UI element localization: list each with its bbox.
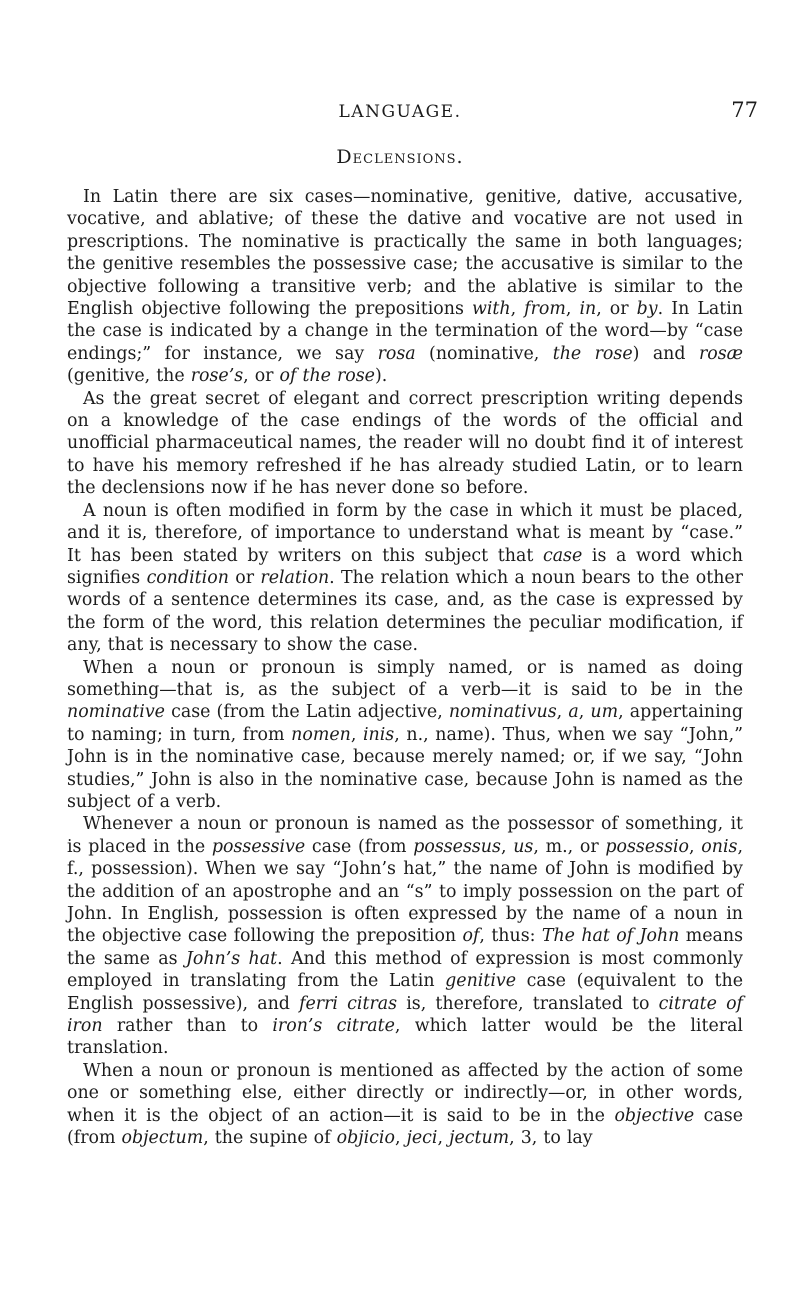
paragraph: When a noun or pronoun is simply named, or is named as doing something—that is, as the subject of a verb—it is said to be in the nominative case (from the Latin adjective, nominativus, a, um, appertaining to naming; in turn, from nomen, inis, n., name). Thus, when we say “John,” John is in the nominative case, because merely named; or, if we say, “John studies,” John is also in the nominative case, because John is named as the subject of a verb. <box>67 657 743 812</box>
italic-term: um <box>590 702 619 723</box>
italic-term: jectum <box>449 1128 510 1149</box>
paragraph: As the great secret of elegant and correct prescription writing depends on a knowledge of the case endings of the words of the official and unofficial pharmaceutical names, the reader will no doubt find it of interest to have his memory refreshed if he has already studied Latin, or to learn the declensions now if he has never done so before. <box>67 388 743 499</box>
body-text <box>67 186 743 1149</box>
italic-term: objective <box>614 1105 695 1126</box>
italic-term: possessus <box>413 836 501 857</box>
italic-term: objicio <box>336 1128 395 1149</box>
italic-term: us <box>513 836 534 857</box>
italic-term: with <box>471 299 511 320</box>
paragraph: A noun is often modified in form by the case in which it must be placed, and it is, therefore, of importance to understand what is meant by “case.” It has been stated by writers on this subject that case is a word which signifies condition or relation. The relation which a noun bears to the other words of a sentence determines its case, and, as the case is expressed by the form of the word, this relation determines the peculiar modification, if any, that is necessary to show the case. <box>67 500 743 656</box>
paragraph: In Latin there are six cases—nominative, genitive, dative, accusative, vocative, and ablative; of these the dative and vocative are not used in prescriptions. The nominative is practically the same in both languages; the genitive resembles the possessive case; the accusative is similar to the objective following a transitive verb; and the ablative is similar to the English objective following the prepositions with, from, in, or by. In Latin the case is indicated by a change in the termination of the word—by “case endings;” for instance, we say rosa (nominative, the rose) and rosæ (genitive, the rose’s, or of the rose). <box>67 187 743 387</box>
italic-term: iron’s citrate <box>272 1016 395 1037</box>
italic-term: rosa <box>377 343 416 364</box>
italic-term: rosæ <box>698 343 743 364</box>
italic-term: relation <box>260 567 330 588</box>
italic-term: a <box>568 702 579 723</box>
italic-term: possessive <box>211 836 306 857</box>
italic-term: of the rose <box>279 366 375 387</box>
italic-term: rose’s <box>190 366 244 387</box>
italic-term: The hat of John <box>541 926 680 947</box>
italic-term: condition <box>146 567 229 588</box>
paragraph: When a noun or pronoun is mentioned as affected by the action of some one or something else, either directly or indirectly—or, in other words, when it is the object of an action—it is said to be in the objective case (from objectum, the supine of objicio, jeci, jectum, 3, to lay <box>67 1060 743 1149</box>
italic-term: nomen <box>291 724 351 745</box>
italic-term: onis <box>701 836 738 857</box>
italic-term: of <box>462 926 480 947</box>
italic-term: objectum <box>121 1128 204 1149</box>
italic-term: ferri citras <box>299 993 398 1014</box>
italic-term: nominative <box>67 702 165 723</box>
italic-term: by <box>636 299 658 320</box>
italic-term: case <box>542 545 583 566</box>
italic-term: inis <box>362 724 395 745</box>
italic-term: possessio <box>605 836 690 857</box>
italic-term: jeci <box>406 1128 438 1149</box>
italic-term: the rose <box>552 343 633 364</box>
paragraph: Whenever a noun or pronoun is named as the possessor of something, it is placed in the possessive case (from possessus, us, m., or possessio, onis, f., possession). When we say “John’s hat,” the name of John is modified by the addition of an apostrophe and an “s” to imply possession on the part of John. In English, possession is often expressed by the name of a noun in the objective case following the preposition of, thus: The hat of John means the same as John’s hat. And this method of expression is most commonly employed in translating from the Latin genitive case (equivalent to the English possessive), and ferri citras is, therefore, translated to citrate of iron rather than to iron’s citrate, which latter would be the literal translation. <box>67 814 743 1059</box>
italic-term: from <box>524 299 566 320</box>
italic-term: genitive <box>445 971 517 992</box>
section-heading: Declensions. <box>336 146 464 168</box>
page-number: 77 <box>731 98 758 122</box>
italic-term: nominativus <box>448 702 557 723</box>
italic-term: citrate of iron <box>67 993 743 1037</box>
running-title: LANGUAGE. <box>338 102 462 122</box>
italic-term: John’s hat <box>185 948 278 969</box>
running-head <box>0 98 800 126</box>
italic-term: in <box>579 299 597 320</box>
